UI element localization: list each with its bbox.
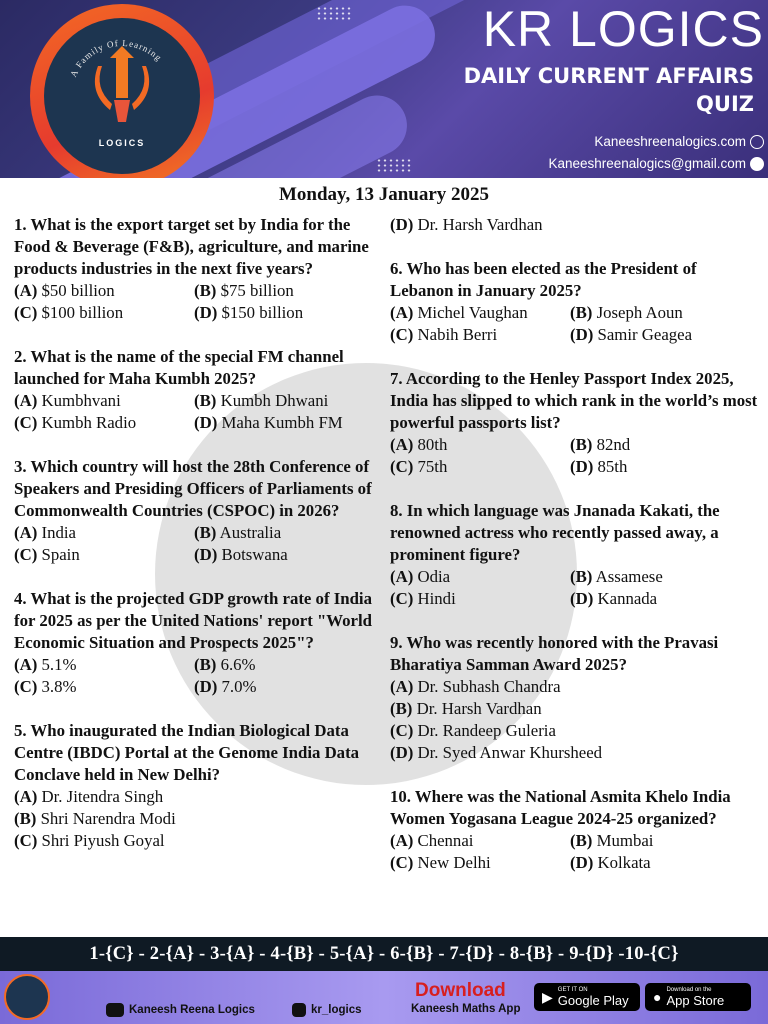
option-d: (D) Maha Kumbh FM [194,413,343,432]
question-4 [14,588,384,698]
question-7 [390,368,760,478]
option-d: (D) $150 billion [194,303,304,322]
option-a: (A) India [14,523,76,542]
option-c: (C) 3.8% [14,677,77,696]
option-a: (A) 5.1% [14,655,77,674]
question-text: 3. Which country will host the 28th Conference of Speakers and Presiding Officers of Parliaments of Commonwealth Countries (CSPOC) in 2026? [14,457,372,520]
app-name-label: Kaneesh Maths App [411,1003,521,1015]
option-d: (D) 85th [570,457,628,476]
logo-ring-text-art [44,18,200,174]
option-a: (A) Dr. Jitendra Singh [14,787,164,806]
email-link[interactable]: Kaneeshreenalogics@gmail.com [548,156,746,171]
youtube-icon [106,1003,124,1017]
option-b: (B) Australia [194,523,282,542]
footer-bar [0,971,768,1024]
question-5-continued [390,214,760,236]
option-d: (D) Dr. Harsh Vardhan [390,215,543,234]
play-icon: ▶ [542,988,553,1005]
question-text: 8. In which language was Jnanada Kakati, the renowned actress who recently passed away, a prominent figure? [390,501,720,564]
brand-title: KR LOGICS [482,1,764,57]
option-b: (B) $75 billion [194,281,294,300]
option-c: (C) $100 billion [14,303,124,322]
instagram-label[interactable]: kr_logics [311,1004,362,1016]
option-a: (A) Michel Vaughan [390,303,528,322]
decorative-dots [316,6,352,22]
question-text: 4. What is the projected GDP growth rate of India for 2025 as per the United Nations' report "World Economic Situation and Prospects 2025"? [14,589,372,652]
option-c: (C) Spain [14,545,80,564]
question-6 [390,258,760,346]
website-link[interactable]: Kaneeshreenalogics.com [594,134,746,149]
option-d: (D) Samir Geagea [570,325,693,344]
question-text: 5. Who inaugurated the Indian Biological Data Centre (IBDC) Portal at the Genome India Data Conclave held in New Delhi? [14,721,360,784]
question-text: 9. Who was recently honored with the Pravasi Bharatiya Samman Award 2025? [390,633,719,674]
app-name [411,1003,520,1015]
option-b: (B) Mumbai [570,831,654,850]
question-3 [14,456,384,566]
footer-logo [4,974,50,1020]
option-b: (B) Assamese [570,567,663,586]
svg-text:A Family Of Learning: A Family Of Learning [68,37,164,79]
question-text: 10. Where was the National Asmita Khelo India Women Yogasana League 2024-25 organized? [390,787,731,828]
apple-icon: ● [653,989,662,1005]
question-text: 6. Who has been elected as the President of Lebanon in January 2025? [390,259,697,300]
option-a: (A) $50 billion [14,281,115,300]
globe-icon [750,135,764,149]
option-c: (C) New Delhi [390,853,491,872]
brand-logo [30,4,214,178]
youtube-label[interactable]: Kaneesh Reena Logics [129,1004,255,1016]
option-b: (B) 82nd [570,435,631,454]
google-play-button[interactable]: ▶ GET IT ON Google Play [534,983,640,1011]
option-a: (A) Odia [390,567,451,586]
option-b: (B) 6.6% [194,655,256,674]
question-text: 1. What is the export target set by India for the Food & Beverage (F&B), agriculture, and marine products industries in the next five years? [14,215,369,278]
option-d: (D) Kannada [570,589,658,608]
option-d: (D) Botswana [194,545,288,564]
logo-emblem [44,18,200,174]
question-1 [14,214,384,324]
option-d: (D) Kolkata [570,853,651,872]
option-a: (A) 80th [390,435,448,454]
question-2 [14,346,384,434]
option-c: (C) Hindi [390,589,456,608]
option-d: (D) 7.0% [194,677,257,696]
option-a: (A) Chennai [390,831,474,850]
answer-key-bar: 1-{C} - 2-{A} - 3-{A} - 4-{B} - 5-{A} - 6-{B} - 7-{D} - 8-{B} - 9-{D} -10-{C} [0,937,768,971]
app-store-button[interactable]: ● Download on the App Store [645,983,751,1011]
option-b: (B) Joseph Aoun [570,303,683,322]
option-c: (C) Kumbh Radio [14,413,137,432]
option-c: (C) 75th [390,457,448,476]
question-8 [390,500,760,610]
questions-left-column [14,214,384,874]
question-5 [14,720,384,852]
option-c: (C) Dr. Randeep Guleria [390,721,556,740]
option-a: (A) Dr. Subhash Chandra [390,677,561,696]
header-banner [0,0,768,178]
option-a: (A) Kumbhvani [14,391,121,410]
youtube-channel[interactable] [106,1003,255,1017]
questions-right-column [390,214,760,896]
question-text: 2. What is the name of the special FM channel launched for Maha Kumbh 2025? [14,347,344,388]
quiz-date: Monday, 13 January 2025 [278,184,490,205]
download-label: Download [415,980,506,1001]
question-text: 7. According to the Henley Passport Index 2025, India has slipped to which rank in the world’s most powerful passports list? [390,369,758,432]
website-contact[interactable] [594,134,764,149]
question-9 [390,632,760,764]
quiz-title: DAILY CURRENT AFFAIRS QUIZ [463,64,754,116]
question-10 [390,786,760,874]
option-b: (B) Shri Narendra Modi [14,809,176,828]
instagram-handle[interactable] [292,1003,362,1017]
option-b: (B) Dr. Harsh Vardhan [390,699,542,718]
instagram-icon [292,1003,306,1017]
option-c: (C) Shri Piyush Goyal [14,831,165,850]
decorative-dots [376,158,412,174]
option-d: (D) Dr. Syed Anwar Khursheed [390,743,603,762]
option-c: (C) Nabih Berri [390,325,498,344]
email-contact[interactable] [548,156,764,171]
mail-icon [750,157,764,171]
svg-text:LOGICS: LOGICS [98,138,146,148]
option-b: (B) Kumbh Dhwani [194,391,329,410]
